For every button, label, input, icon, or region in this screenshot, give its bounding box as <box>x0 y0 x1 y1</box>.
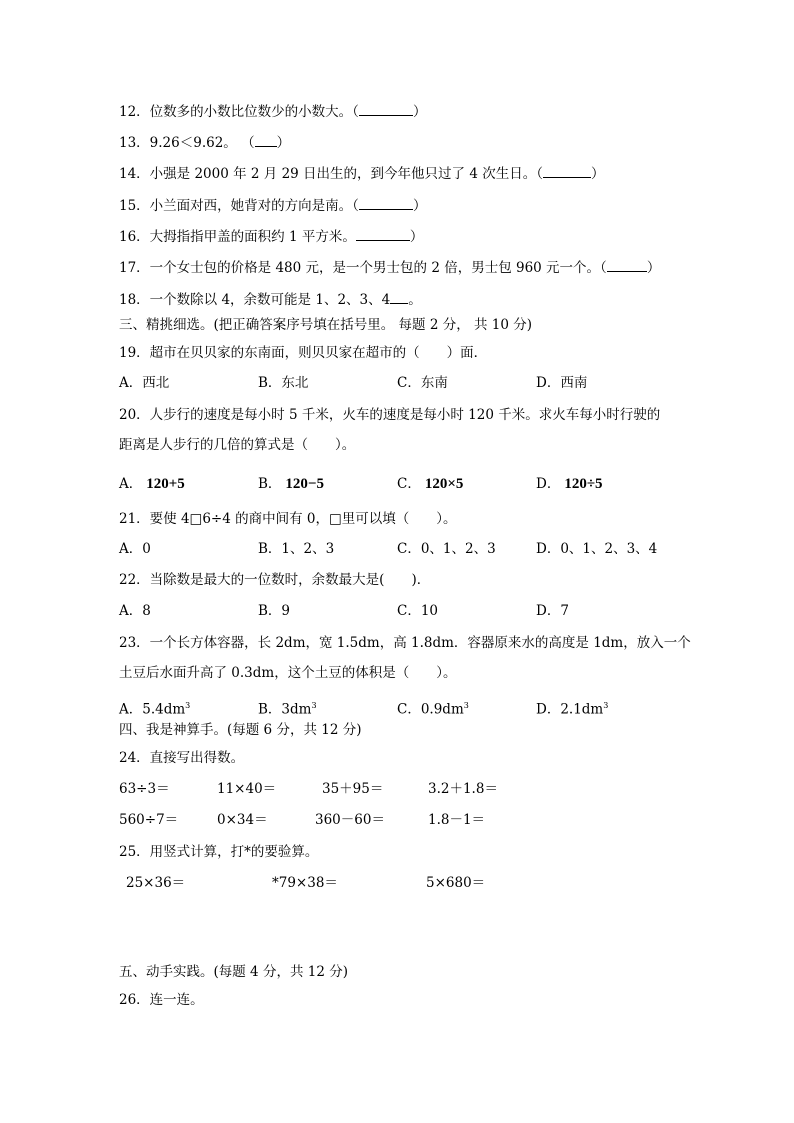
question-19: 19．超市在贝贝家的东南面，则贝贝家在超市的（ ）面． <box>119 345 488 361</box>
question-13-text: 13．9.26＜9.62。 （ <box>119 135 255 151</box>
question-18-text: 18．一个数除以 4，余数可能是 1、2、3、4 <box>119 292 391 308</box>
q23-option-d[interactable] <box>536 696 608 720</box>
q20-option-d[interactable] <box>536 474 603 494</box>
q19-option-c[interactable]: C．东南 <box>397 375 448 391</box>
question-17-text: 17．一个女士包的价格是 480 元，是一个男士包的 2 倍，男士包 960 元一个。（ <box>119 260 607 276</box>
calc-item: 35＋95＝ <box>322 781 384 797</box>
question-24: 24．直接写出得数。 <box>119 750 245 766</box>
question-23-line1: 23．一个长方体容器，长 2dm，宽 1.5dm，高 1.8dm．容器原来水的高度是 1dm，放入一个 <box>119 635 691 651</box>
section-5-heading: 五、动手实践。(每题 4 分，共 12 分) <box>119 964 348 980</box>
cube-superscript: 3 <box>311 701 317 710</box>
question-13 <box>119 133 290 153</box>
question-22: 22．当除数是最大的一位数时，余数最大是( )． <box>119 572 431 588</box>
option-label: B． <box>258 476 282 492</box>
question-17-end: ） <box>646 260 661 276</box>
q21-option-d[interactable]: D．0、1、2、3、4 <box>536 541 658 557</box>
question-20-line1: 20．人步行的速度是每小时 5 千米，火车的速度是每小时 120 千米。求火车每小时行驶的 <box>119 407 661 423</box>
q22-option-d[interactable]: D．7 <box>536 603 569 619</box>
option-text: D．2.1dm <box>536 701 604 718</box>
answer-blank[interactable] <box>607 259 647 272</box>
q23-option-b[interactable] <box>258 696 317 720</box>
q22-option-c[interactable]: C．10 <box>397 603 439 619</box>
answer-blank[interactable] <box>359 103 413 116</box>
question-16-text: 16．大拇指指甲盖的面积约 1 平方米。 <box>119 229 356 245</box>
cube-superscript: 3 <box>463 701 469 710</box>
section-3-heading: 三、精挑细选。(把正确答案序号填在括号里。 每题 2 分， 共 10 分) <box>119 317 533 333</box>
q21-option-b[interactable]: B．1、2、3 <box>258 541 335 557</box>
question-14-text: 14．小强是 2000 年 2 月 29 日出生的，到今年他只过了 4 次生日。（ <box>119 166 543 182</box>
calc-item: 11×40＝ <box>217 781 277 797</box>
q21-option-a[interactable]: A．0 <box>119 541 151 557</box>
section-4-heading: 四、我是神算手。(每题 6 分，共 12 分) <box>119 722 362 738</box>
cube-superscript: 3 <box>603 701 609 710</box>
q20-option-b[interactable] <box>258 474 324 494</box>
q23-option-a[interactable] <box>119 696 190 720</box>
vertical-calc-item: *79×38＝ <box>272 875 338 891</box>
option-text: B．3dm <box>258 701 312 718</box>
calc-item: 3.2＋1.8＝ <box>428 781 498 797</box>
question-16-end: ） <box>409 229 424 245</box>
question-14 <box>119 164 604 184</box>
question-18 <box>119 290 422 310</box>
question-15 <box>119 196 426 216</box>
question-26: 26．连一连。 <box>119 992 204 1008</box>
question-12-end: ） <box>412 104 427 120</box>
option-label: A． <box>119 476 143 492</box>
question-16 <box>119 227 423 247</box>
question-12 <box>119 102 426 122</box>
question-14-end: ） <box>590 166 605 182</box>
cube-superscript: 3 <box>185 701 191 710</box>
question-25: 25．用竖式计算，打*的要验算。 <box>119 844 319 860</box>
option-expression: 120+5 <box>146 476 185 492</box>
q19-option-d[interactable]: D．西南 <box>536 375 588 391</box>
option-label: C． <box>397 476 421 492</box>
question-18-end: 。 <box>408 292 422 308</box>
calc-item: 63÷3＝ <box>119 781 170 797</box>
answer-blank[interactable] <box>255 134 277 147</box>
option-text: A．5.4dm <box>119 701 186 718</box>
question-21: 21．要使 4□6÷4 的商中间有 0，□里可以填（ ）。 <box>119 511 457 527</box>
option-label: D． <box>536 476 561 492</box>
vertical-calc-item: 5×680＝ <box>426 875 486 891</box>
q20-option-a[interactable] <box>119 474 185 494</box>
question-15-end: ） <box>412 198 427 214</box>
option-expression: 120×5 <box>424 476 464 492</box>
question-12-text: 12．位数多的小数比位数少的小数大。（ <box>119 104 359 120</box>
calc-item: 360－60＝ <box>315 812 385 828</box>
q23-option-c[interactable] <box>397 696 469 720</box>
question-15-text: 15．小兰面对西，她背对的方向是南。（ <box>119 198 359 214</box>
question-17 <box>119 258 660 278</box>
q20-option-c[interactable] <box>397 474 463 494</box>
option-text: C．0.9dm <box>397 701 464 718</box>
vertical-calc-item: 25×36＝ <box>126 875 186 891</box>
answer-blank[interactable] <box>359 197 413 210</box>
calc-item: 560÷7＝ <box>119 812 179 828</box>
q19-option-b[interactable]: B．东北 <box>258 375 309 391</box>
question-23-line2: 土豆后水面升高了 0.3dm，这个土豆的体积是（ ）。 <box>119 665 457 681</box>
answer-blank[interactable] <box>390 291 408 304</box>
option-expression: 120−5 <box>285 476 324 492</box>
answer-blank[interactable] <box>543 165 591 178</box>
question-13-end: ） <box>276 135 291 151</box>
q21-option-c[interactable]: C．0、1、2、3 <box>397 541 496 557</box>
q19-option-a[interactable]: A．西北 <box>119 375 170 391</box>
option-expression: 120÷5 <box>564 476 603 492</box>
calc-item: 0×34＝ <box>217 812 268 828</box>
calc-item: 1.8－1＝ <box>428 812 486 828</box>
answer-blank[interactable] <box>356 228 410 241</box>
question-20-line2: 距离是人步行的几倍的算式是（ ）。 <box>119 437 356 453</box>
q22-option-a[interactable]: A．8 <box>119 603 151 619</box>
q22-option-b[interactable]: B．9 <box>258 603 291 619</box>
